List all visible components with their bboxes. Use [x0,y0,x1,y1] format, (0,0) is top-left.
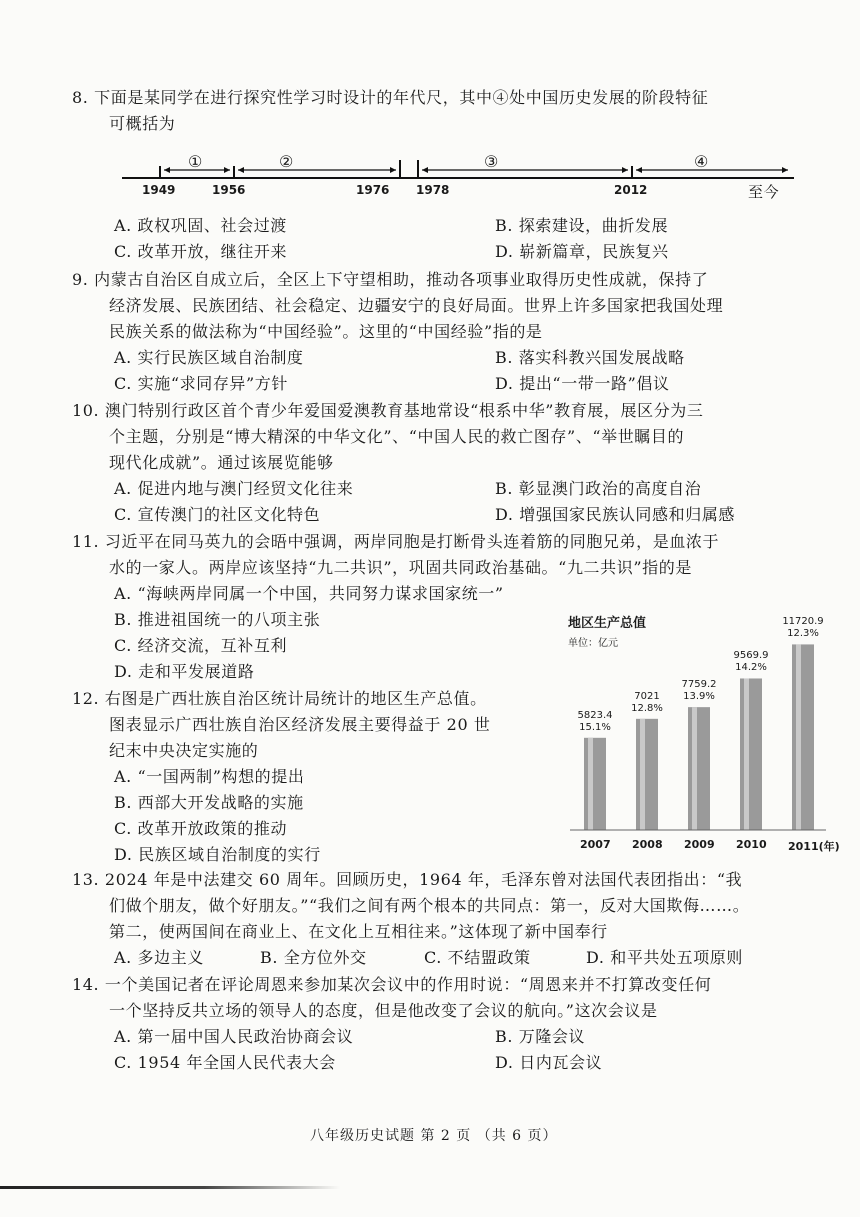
chart-growth-label: 14.2% [735,662,767,674]
q12-option-d: D. 民族区域自治制度的实行 [114,845,321,864]
q13-option-b: B. 全方位外交 [260,948,367,967]
chart-bar-2011 [792,644,814,830]
chart-value-label: 11720.9 [782,616,824,628]
chart-bar-2009 [688,707,710,830]
q14-option-d: D. 日内瓦会议 [495,1053,603,1072]
q10-option-a: A. 促进内地与澳门经贸文化往来 [114,479,354,498]
q8-stem-line2: 可概括为 [109,114,176,133]
chart-title: 地区生产总值 [568,616,647,631]
chart-bar-2008 [636,719,658,830]
chart-bar-highlight [640,719,645,830]
timeline-year-1956: 1956 [212,183,246,197]
chart-bar-2007 [584,738,606,830]
q8-option-b: B. 探索建设，曲折发展 [495,216,669,235]
page-footer: 八年级历史试题 第 2 页 （共 6 页） [310,1128,558,1144]
q9-stem-line1: 9. 内蒙古自治区自成立后，全区上下守望相助，推动各项事业取得历史性成就，保持了 [72,270,709,289]
q10-option-c: C. 宣传澳门的社区文化特色 [114,505,321,524]
chart-bar-highlight [588,738,593,830]
q14-option-a: A. 第一届中国人民政治协商会议 [114,1027,354,1046]
q14-option-b: B. 万隆会议 [495,1027,586,1046]
q12-stem-line1: 12. 右图是广西壮族自治区统计局统计的地区生产总值。 [72,689,487,708]
q10-option-d: D. 增强国家民族认同感和归属感 [495,505,736,524]
q13-option-d: D. 和平共处五项原则 [586,948,744,967]
timeline-now: 至今 [748,183,780,201]
chart-unit: 单位：亿元 [568,638,618,649]
q11-stem-line1: 11. 习近平在同马英九的会晤中强调，两岸同胞是打断骨头连着筋的同胞兄弟，是血浓于 [72,532,720,551]
q11-option-a: A. “海峡两岸同属一个中国，共同努力谋求国家统一” [114,584,504,603]
chart-growth-label: 12.8% [631,702,663,714]
chart-value-label: 5823.4 [577,709,613,721]
q11-option-c: C. 经济交流，互补互利 [114,636,288,655]
timeline-seg-4: ④ [694,152,709,171]
timeline-year-1976: 1976 [356,183,390,197]
q12-option-b: B. 西部大开发战略的实施 [114,793,304,812]
chart-category-label: 2011(年) [788,840,840,853]
q11-option-d: D. 走和平发展道路 [114,662,255,681]
q12-option-c: C. 改革开放政策的推动 [114,819,288,838]
scan-edge-line [0,1186,340,1189]
q13-option-a: A. 多边主义 [114,948,204,967]
timeline-year-1949: 1949 [142,183,176,197]
timeline-seg-1: ① [188,152,203,171]
timeline-year-1978: 1978 [416,183,450,197]
q13-option-c: C. 不结盟政策 [424,948,531,967]
q13-stem-line3: 第二，使两国间在商业上、在文化上互相往来。”这体现了新中国奉行 [109,922,608,941]
chart-bar-highlight [796,644,801,830]
q12-stem-line2: 图表显示广西壮族自治区经济发展主要得益于 20 世 [109,715,491,734]
timeline-year-2012: 2012 [614,183,648,197]
timeline-seg-3: ③ [484,152,499,171]
chart-growth-label: 12.3% [787,628,819,640]
chart-value-label: 7759.2 [681,679,717,691]
q9-option-d: D. 提出“一带一路”倡议 [495,374,670,393]
q10-option-b: B. 彰显澳门政治的高度自治 [495,479,702,498]
q10-stem-line1: 10. 澳门特别行政区首个青少年爱国爱澳教育基地常设“根系中华”教育展，展区分为三 [72,401,704,420]
chart-category-label: 2008 [632,838,663,851]
chart-bar-highlight [744,678,749,830]
q9-option-a: A. 实行民族区域自治制度 [114,348,304,367]
q14-stem-line2: 一个坚持反共立场的领导人的态度，但是他改变了会议的航向。”这次会议是 [109,1001,658,1020]
chart-bar-highlight [692,707,697,830]
q11-stem-line2: 水的一家人。两岸应该坚持“九二共识”，巩固共同政治基础。“九二共识”指的是 [109,558,692,577]
timeline-seg-2: ② [279,152,294,171]
q13-stem-line1: 13. 2024 年是中法建交 60 周年。回顾历史，1964 年，毛泽东曾对法国代表团指出：“我 [72,870,743,889]
q8-option-a: A. 政权巩固、社会过渡 [114,216,287,235]
q10-stem-line3: 现代化成就”。通过该展览能够 [109,453,334,472]
chart-bars [560,612,830,858]
chart-category-label: 2007 [580,838,611,851]
q11-option-b: B. 推进祖国统一的八项主张 [114,610,321,629]
q9-option-b: B. 落实科教兴国发展战略 [495,348,685,367]
chart-value-label: 7021 [634,690,660,702]
q14-option-c: C. 1954 年全国人民代表大会 [114,1053,336,1072]
q13-stem-line2: 们做个朋友，做个好朋友。”“我们之间有两个根本的共同点：第一，反对大国欺侮……。 [109,896,750,915]
gdp-chart [560,612,840,858]
chart-growth-label: 13.9% [683,691,715,703]
q10-stem-line2: 个主题，分别是“博大精深的中华文化”、“中国人民的救亡图存”、“举世瞩目的 [109,427,685,446]
chart-category-label: 2010 [736,838,767,851]
q14-stem-line1: 14. 一个美国记者在评论周恩来参加某次会议中的作用时说：“周恩来并不打算改变任何 [72,975,712,994]
q9-stem-line2: 经济发展、民族团结、社会稳定、边疆安宁的良好局面。世界上许多国家把我国处理 [109,296,724,315]
q9-option-c: C. 实施“求同存异”方针 [114,374,289,393]
q8-option-d: D. 崭新篇章，民族复兴 [495,242,669,261]
q9-stem-line3: 民族关系的做法称为“中国经验”。这里的“中国经验”指的是 [109,322,543,341]
chart-category-label: 2009 [684,838,715,851]
chart-growth-label: 15.1% [579,721,611,733]
chart-value-label: 9569.9 [733,650,769,662]
chart-bar-2010 [740,678,762,830]
q8-option-c: C. 改革开放，继往开来 [114,242,288,261]
q12-option-a: A. “一国两制”构想的提出 [114,767,305,786]
q12-stem-line3: 纪末中央决定实施的 [109,741,259,760]
q8-stem-line1: 8. 下面是某同学在进行探究性学习时设计的年代尺，其中④处中国历史发展的阶段特征 [72,88,709,107]
